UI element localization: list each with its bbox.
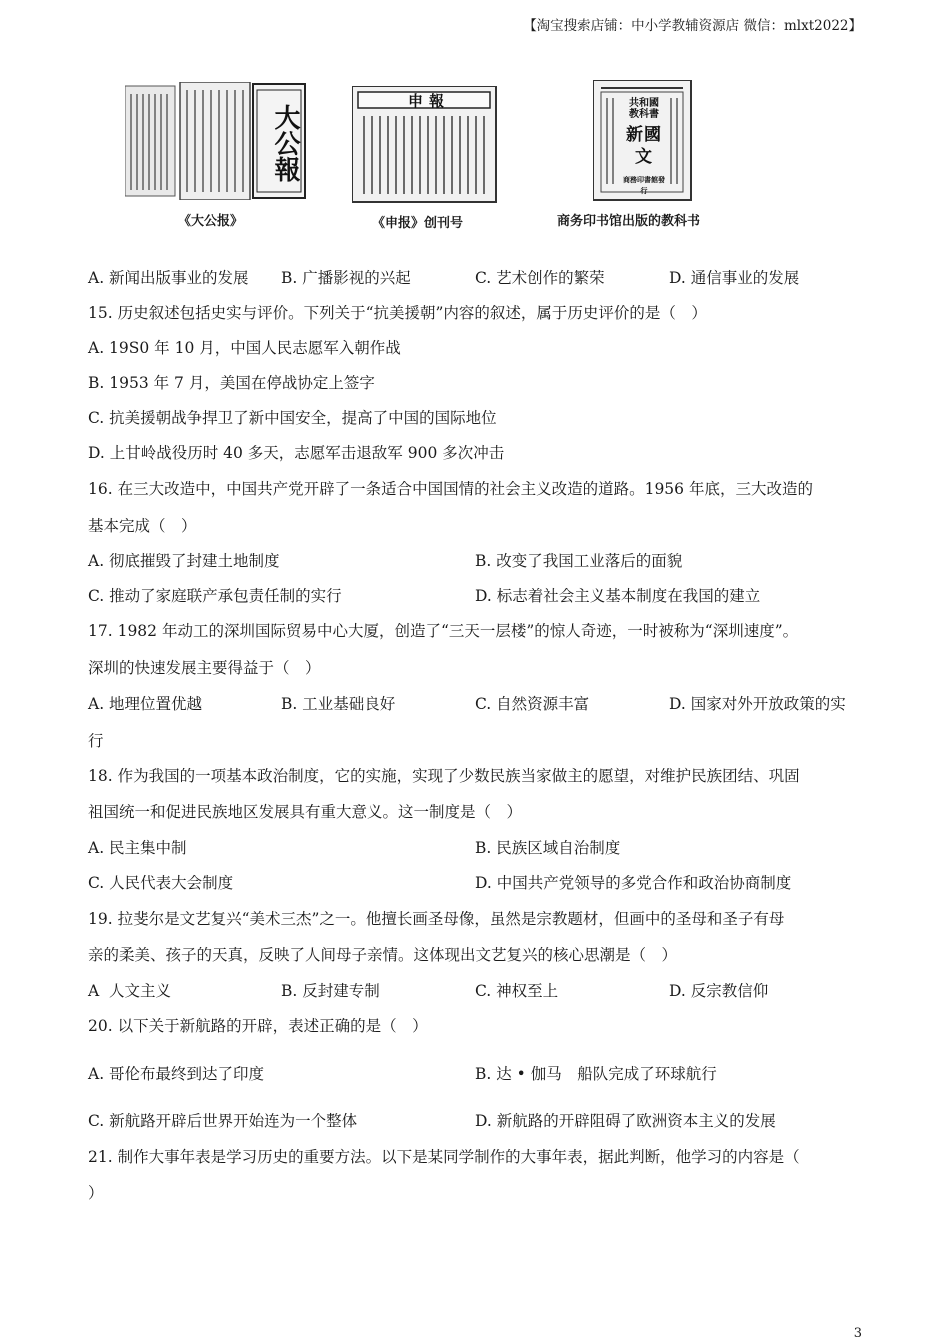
q20-stem: 20. 以下关于新航路的开辟，表述正确的是（ ） <box>88 1017 428 1035</box>
q21-stem-line2: ） <box>88 1184 104 1202</box>
q17-option-d-wrap: 行 <box>88 732 104 750</box>
textbook-title-line: 共和國 <box>629 98 659 109</box>
q18-stem-line2: 祖国统一和促进民族地区发展具有重大意义。这一制度是（ ） <box>88 803 523 821</box>
q14-option-d: D. 通信事业的发展 <box>669 269 800 287</box>
q17-stem-line2: 深圳的快速发展主要得益于（ ） <box>88 659 321 677</box>
q17-option-a: A. 地理位置优越 <box>88 695 203 713</box>
q17-option-b: B. 工业基础良好 <box>281 695 396 713</box>
q19-option-b: B. 反封建专制 <box>281 982 380 1000</box>
q18-option-d: D. 中国共产党领导的多党合作和政治协商制度 <box>475 874 792 892</box>
q17-stem-line1: 17. 1982 年动工的深圳国际贸易中心大厦，创造了“三天一层楼”的惊人奇迹，一时被称为“深圳速度”。 <box>88 622 799 640</box>
shenbao-caption: 《申报》创刊号 <box>372 216 464 231</box>
dagongbao-masthead: 大公報 <box>270 104 300 182</box>
q15-option-a: A. 19S0 年 10 月，中国人民志愿军入朝作战 <box>88 339 401 357</box>
q16-stem-line1: 16. 在三大改造中，中国共产党开辟了一条适合中国国情的社会主义改造的道路。1956 年底，三大改造的 <box>88 480 813 498</box>
shenbao-image <box>352 86 498 204</box>
q16-stem-line2: 基本完成（ ） <box>88 517 197 535</box>
q14-option-b: B. 广播影视的兴起 <box>281 269 411 287</box>
textbook-caption: 商务印书馆出版的教科书 <box>557 214 701 229</box>
q19-stem-line1: 19. 拉斐尔是文艺复兴“美术三杰”之一。他擅长画圣母像，虽然是宗教题材，但画中的圣母和圣子有母 <box>88 910 785 928</box>
q20-option-c: C. 新航路开辟后世界开始连为一个整体 <box>88 1112 358 1130</box>
q21-stem-line1: 21. 制作大事年表是学习历史的重要方法。以下是某同学制作的大事年表，据此判断，他学习的内容是（ <box>88 1148 800 1166</box>
q17-option-d: D. 国家对外开放政策的实 <box>669 695 846 713</box>
page-number: 3 <box>853 1326 862 1341</box>
q15-stem: 15. 历史叙述包括史实与评价。下列关于“抗美援朝”内容的叙述，属于历史评价的是（ ） <box>88 304 707 322</box>
q16-option-b: B. 改变了我国工业落后的面貌 <box>475 552 683 570</box>
page-header: 【淘宝搜索店铺：中小学教辅资源店 微信：mlxt2022】 <box>523 18 862 34</box>
q18-option-b: B. 民族区域自治制度 <box>475 839 621 857</box>
q15-option-b: B. 1953 年 7 月，美国在停战协定上签字 <box>88 374 375 392</box>
textbook-title-line: 教科書 <box>629 109 659 120</box>
dagongbao-image <box>125 82 307 200</box>
q18-option-a: A. 民主集中制 <box>88 839 187 857</box>
q16-option-d: D. 标志着社会主义基本制度在我国的建立 <box>475 587 761 605</box>
q15-option-d: D. 上甘岭战役历时 40 多天，志愿军击退敌军 900 多次冲击 <box>88 444 505 462</box>
q20-option-d: D. 新航路的开辟阻碍了欧洲资本主义的发展 <box>475 1112 776 1130</box>
q16-option-c: C. 推动了家庭联产承包责任制的实行 <box>88 587 342 605</box>
textbook-title-main: 新國文 <box>626 125 662 167</box>
textbook-title <box>621 98 667 196</box>
textbook-image <box>593 80 693 202</box>
q19-stem-line2: 亲的柔美、孩子的天真，反映了人间母子亲情。这体现出文艺复兴的核心思潮是（ ） <box>88 946 678 964</box>
q19-option-a: A 人文主义 <box>88 982 172 1000</box>
q18-option-c: C. 人民代表大会制度 <box>88 874 234 892</box>
q20-option-a: A. 哥伦布最终到达了印度 <box>88 1065 265 1083</box>
q18-stem-line1: 18. 作为我国的一项基本政治制度，它的实施，实现了少数民族当家做主的愿望，对维护民族团结、巩固 <box>88 767 800 785</box>
q14-option-c: C. 艺术创作的繁荣 <box>475 269 605 287</box>
q20-option-b: B. 达 • 伽马 船队完成了环球航行 <box>475 1065 717 1083</box>
q15-option-c: C. 抗美援朝战争捍卫了新中国安全，提高了中国的国际地位 <box>88 409 497 427</box>
dagongbao-caption: 《大公报》 <box>178 214 244 229</box>
q16-option-a: A. 彻底摧毁了封建土地制度 <box>88 552 280 570</box>
q14-option-a: A. 新闻出版事业的发展 <box>88 269 249 287</box>
q19-option-c: C. 神权至上 <box>475 982 559 1000</box>
q19-option-d: D. 反宗教信仰 <box>669 982 769 1000</box>
q17-option-c: C. 自然资源丰富 <box>475 695 590 713</box>
textbook-publisher: 商務印書館發行 <box>623 175 665 195</box>
shenbao-masthead: 申報 <box>408 92 451 110</box>
